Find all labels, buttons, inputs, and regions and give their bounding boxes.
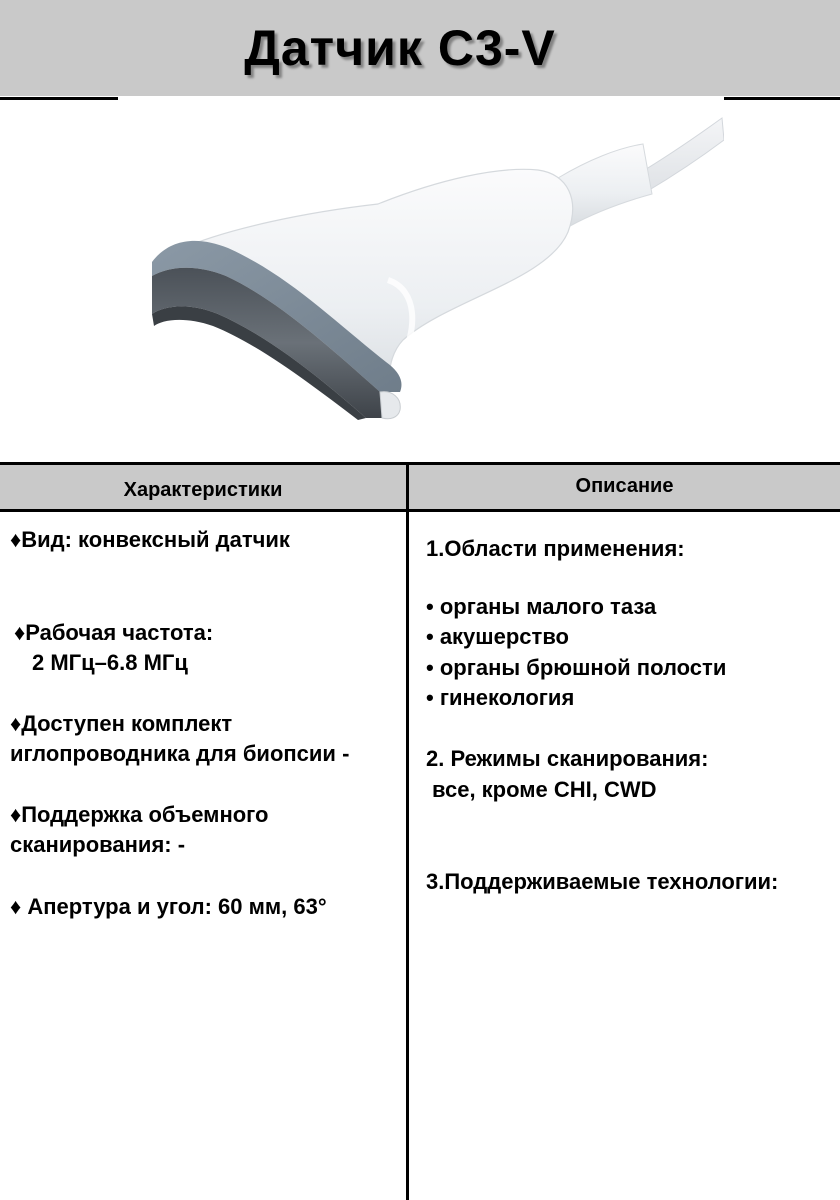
spec-biopsy-line1: ♦Доступен комплект [10, 711, 233, 736]
column-header-characteristics: Характеристики [123, 479, 283, 501]
spec-volume-line1: ♦Поддержка объемного [10, 802, 269, 827]
page-title: Датчик C3-V [244, 20, 556, 76]
modes-title: 2. Режимы сканирования: [426, 746, 709, 771]
application-item: • гинекология [426, 685, 575, 710]
spec-type: ♦Вид: конвексный датчик [10, 527, 290, 552]
application-item: • органы малого таза [426, 594, 657, 619]
spec-volume-line2: сканирования: - [10, 832, 186, 857]
convex-probe-illustration [118, 100, 724, 460]
modes-value: все, кроме CHI, CWD [432, 777, 657, 802]
spec-biopsy-line2: иглопроводника для биопсии - [10, 741, 350, 766]
spec-frequency-value: 2 МГц–6.8 МГц [32, 650, 188, 675]
applications-title: 1.Области применения: [426, 536, 685, 561]
spec-frequency-label: ♦Рабочая частота: [14, 620, 214, 645]
table-header-rule [0, 509, 840, 512]
application-item: • акушерство [426, 624, 569, 649]
application-item: • органы брюшной полости [426, 655, 727, 680]
column-divider [406, 462, 409, 1200]
header-rule-left [0, 97, 118, 100]
spec-table [0, 462, 840, 1200]
table-header-row [0, 465, 840, 509]
probe-image [118, 100, 724, 460]
technologies-title: 3.Поддерживаемые технологии: [426, 869, 779, 894]
title-banner [0, 0, 840, 96]
header-rule-right [724, 97, 840, 100]
spec-aperture: ♦ Апертура и угол: 60 мм, 63° [10, 894, 327, 919]
column-header-description: Описание [575, 475, 674, 497]
